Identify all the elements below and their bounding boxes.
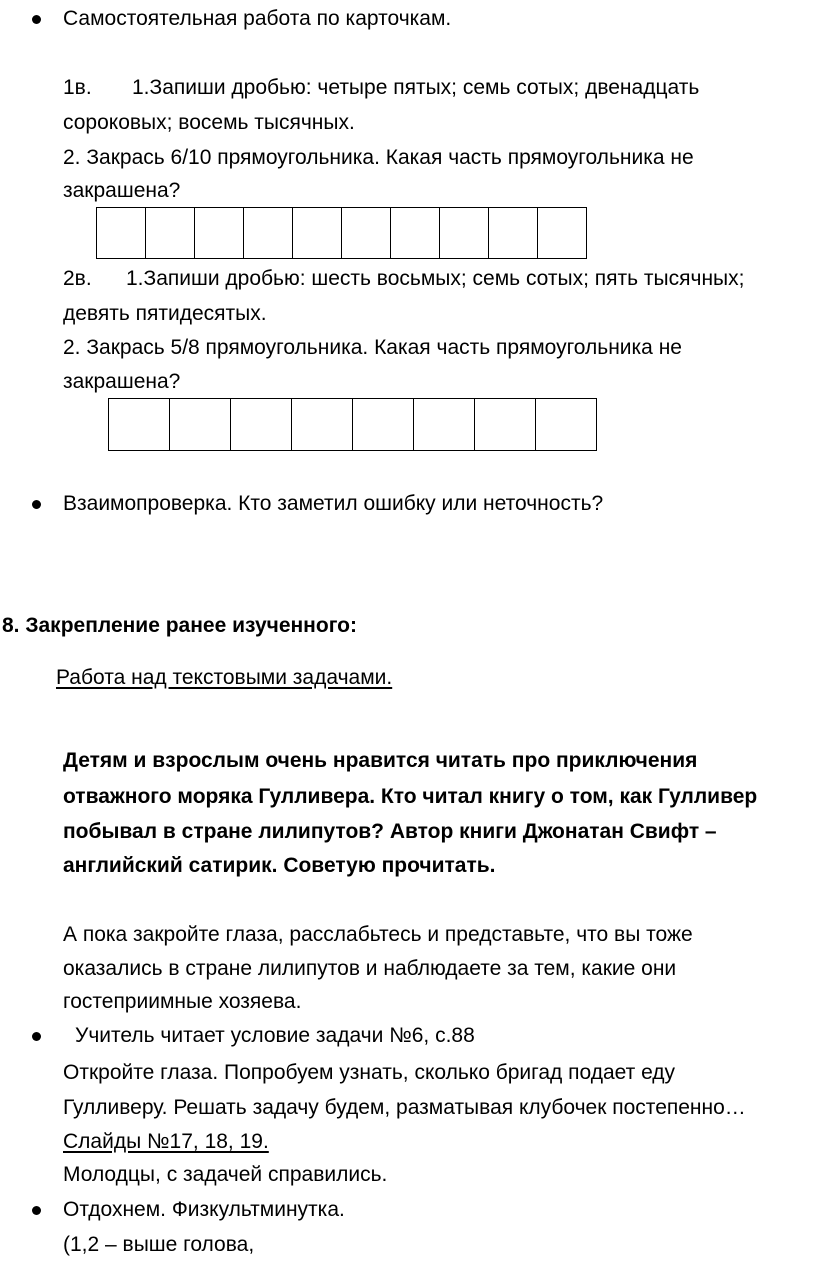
grid-cell [195,208,244,259]
grid-cell [97,208,146,259]
grid-cell [489,208,538,259]
para-line-3: гостеприимные хозяева. [63,990,302,1013]
variant-2-task-2: 2. Закрась 5/8 прямоугольника. Какая часть прямоугольника не [63,336,682,359]
grid-cell [538,208,587,259]
section-heading: 8. Закрепление ранее изученного: [2,614,357,637]
grid-cell [391,208,440,259]
variant-2-task-1-cont: девять пятидесятых. [63,302,267,325]
open-eyes-line-2: Гулливеру. Решать задачу будем, разматывая клубочек постепенно… [63,1096,746,1119]
variant-2-task-1: 1.Запиши дробью: шесть восьмых; семь сотых; пять тысячных; [126,267,745,290]
variant-1-task-1-cont: сороковых; восемь тысячных. [63,111,355,134]
grid-cell [231,399,292,451]
grid-cell [170,399,231,451]
grid-cell [536,399,597,451]
bullet-dot [32,1032,41,1041]
grid-cell [475,399,536,451]
variant-1-label: 1в. [63,76,92,99]
grid-cell [353,399,414,451]
para-line-2: оказались в стране лилипутов и наблюдаете за тем, какие они [63,957,677,980]
variant-2-task-2-cont: закрашена? [63,370,181,393]
story-line-3: побывал в стране лилипутов? Автор книги Джонатан Свифт – [63,820,717,843]
rest-break: Отдохнем. Физкультминутка. [63,1198,345,1221]
para-line-1: А пока закройте глаза, расслабьтесь и представьте, что вы тоже [63,923,693,946]
variant-1-task-1: 1.Запиши дробью: четыре пятых; семь сотых; двенадцать [132,76,700,99]
grid-cell [293,208,342,259]
story-line-2: отважного моряка Гулливера. Кто читал книгу о том, как Гулливер [63,785,758,808]
bullet-dot [32,500,41,509]
exercise-line: (1,2 – выше голова, [63,1233,255,1256]
rectangle-8-cells [108,398,597,451]
story-line-1: Детям и взрослым очень нравится читать про приключения [63,749,698,772]
variant-1-task-2-cont: закрашена? [63,179,181,202]
grid-cell [146,208,195,259]
open-eyes-line-1: Откройте глаза. Попробуем узнать, сколько бригад подает еду [63,1061,676,1084]
rectangle-10-cells [96,207,587,259]
grid-cell [414,399,475,451]
well-done: Молодцы, с задачей справились. [63,1163,388,1186]
teacher-reads: Учитель читает условие задачи №6, с.88 [75,1024,475,1047]
grid-cell [292,399,353,451]
slides-ref: Слайды №17, 18, 19. [63,1130,269,1153]
peer-check: Взаимопроверка. Кто заметил ошибку или неточность? [63,492,604,515]
task-heading: Самостоятельная работа по карточкам. [63,7,452,30]
variant-1-task-2: 2. Закрась 6/10 прямоугольника. Какая часть прямоугольника не [63,146,694,169]
grid-cell [244,208,293,259]
grid-cell [440,208,489,259]
bullet-dot [32,15,41,24]
grid-cell [342,208,391,259]
bullet-dot [32,1206,41,1215]
subheading: Работа над текстовыми задачами. [56,666,393,689]
story-line-4: английский сатирик. Советую прочитать. [63,854,496,877]
variant-2-label: 2в. [63,267,92,290]
grid-cell [109,399,170,451]
